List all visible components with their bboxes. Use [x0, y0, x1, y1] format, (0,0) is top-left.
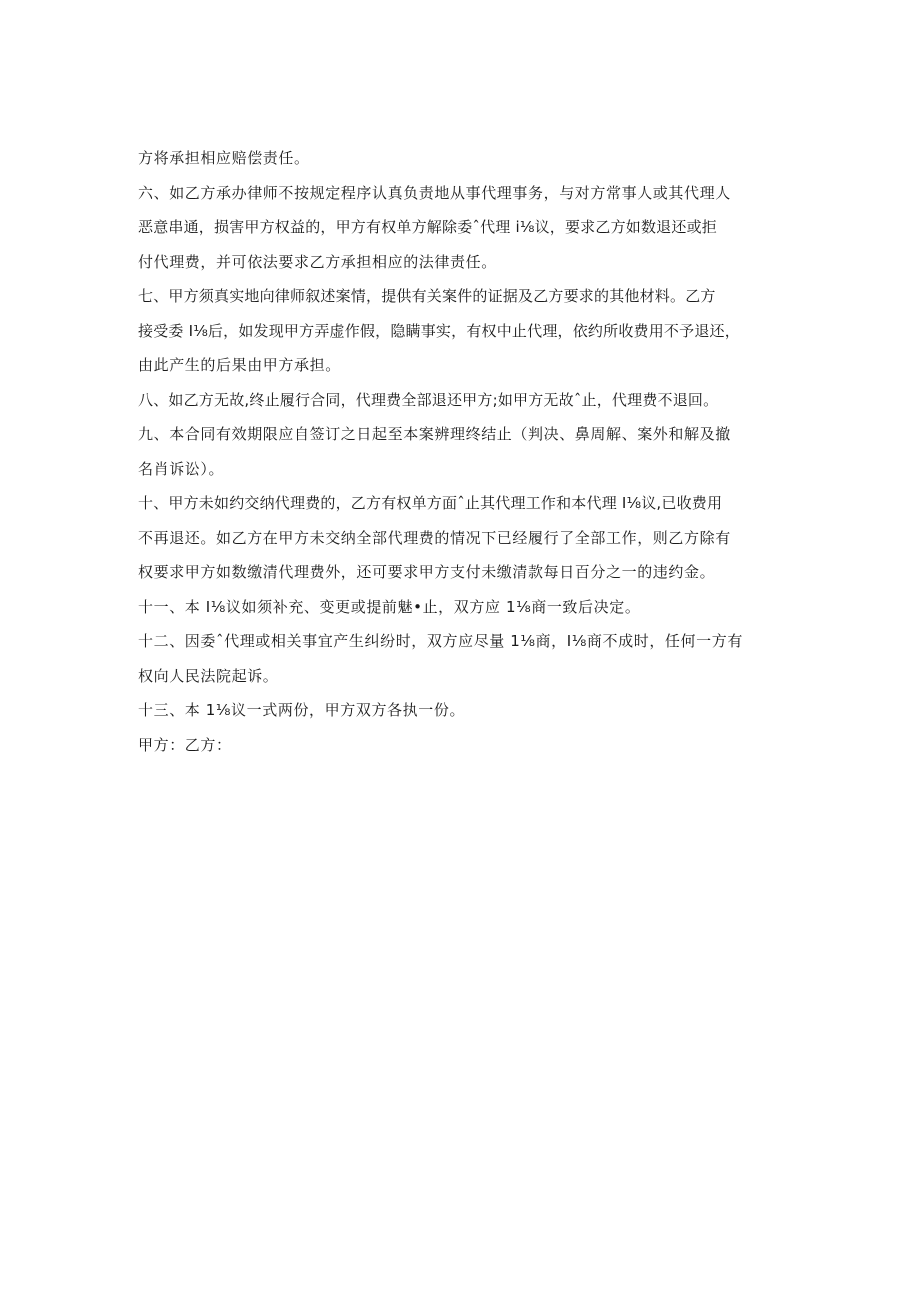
clause-12-line-2: 权向人民法院起诉。 — [138, 666, 279, 685]
clause-7-line-1: 七、甲方须真实地向律师叙述案情，提供有关案件的证据及乙方要求的其他材料。乙方 — [138, 287, 716, 305]
clause-5-continuation: 方将承担相应赔偿责任。 — [138, 149, 310, 167]
clause-7-line-3: 由此产生的后果由甲方承担。 — [138, 356, 341, 374]
clause-9-line-1: 九、本合同有效期限应自签订之日起至本案辨理终结止（判决、鼻周解、案外和解及撤 — [138, 425, 731, 443]
signature-line: 甲方：乙方： — [138, 735, 232, 754]
clause-9-line-2: 名肖诉讼）。 — [138, 459, 225, 478]
clause-11: 十一、本 I⅛议如须补充、变更或提前魅•止，双方应 1⅛商一致后决定。 — [138, 597, 641, 616]
clause-10-line-2: 不再退还。如乙方在甲方未交纳全部代理费的情况下已经履行了全部工作，则乙方除有 — [138, 528, 731, 547]
clause-12-line-1: 十二、因委ˆ代理或相关事宜产生纠纷时，双方应尽量 1⅛商，I⅛商不成时，任何一方有 — [138, 632, 743, 650]
clause-6-line-1: 六、如乙方承办律师不按规定程序认真负责地从事代理事务，与对方常事人或其代理人 — [138, 183, 731, 202]
clause-10-line-3: 权要求甲方如数缴清代理费外，还可要求甲方支付未缴清款每日百分之一的违约金。 — [138, 563, 716, 581]
clause-10-line-1: 十、甲方未如约交纳代理费的，乙方有权单方面ˆ止其代理工作和本代理 I⅛议,已收费用 — [138, 494, 723, 512]
clause-6-line-2: 恶意串通，损害甲方权益的，甲方有权单方解除委ˆ代理 i⅛议，要求乙方如数退还或拒 — [138, 218, 717, 236]
clause-6-line-3: 付代理费，并可依法要求乙方承担相应的法律责任。 — [138, 252, 497, 271]
clause-13: 十三、本 1⅛议一式两份，甲方双方各执一份。 — [138, 701, 466, 719]
clause-8: 八、如乙方无故,终止履行合同，代理费全部退还甲方;如甲方无故ˆ止，代理费不退回。 — [138, 390, 719, 409]
clause-7-line-2: 接受委 I⅛后，如发现甲方弄虚作假，隐瞒事实，有权中止代理，依约所收费用不予退还， — [138, 321, 740, 340]
contract-body — [138, 141, 798, 762]
